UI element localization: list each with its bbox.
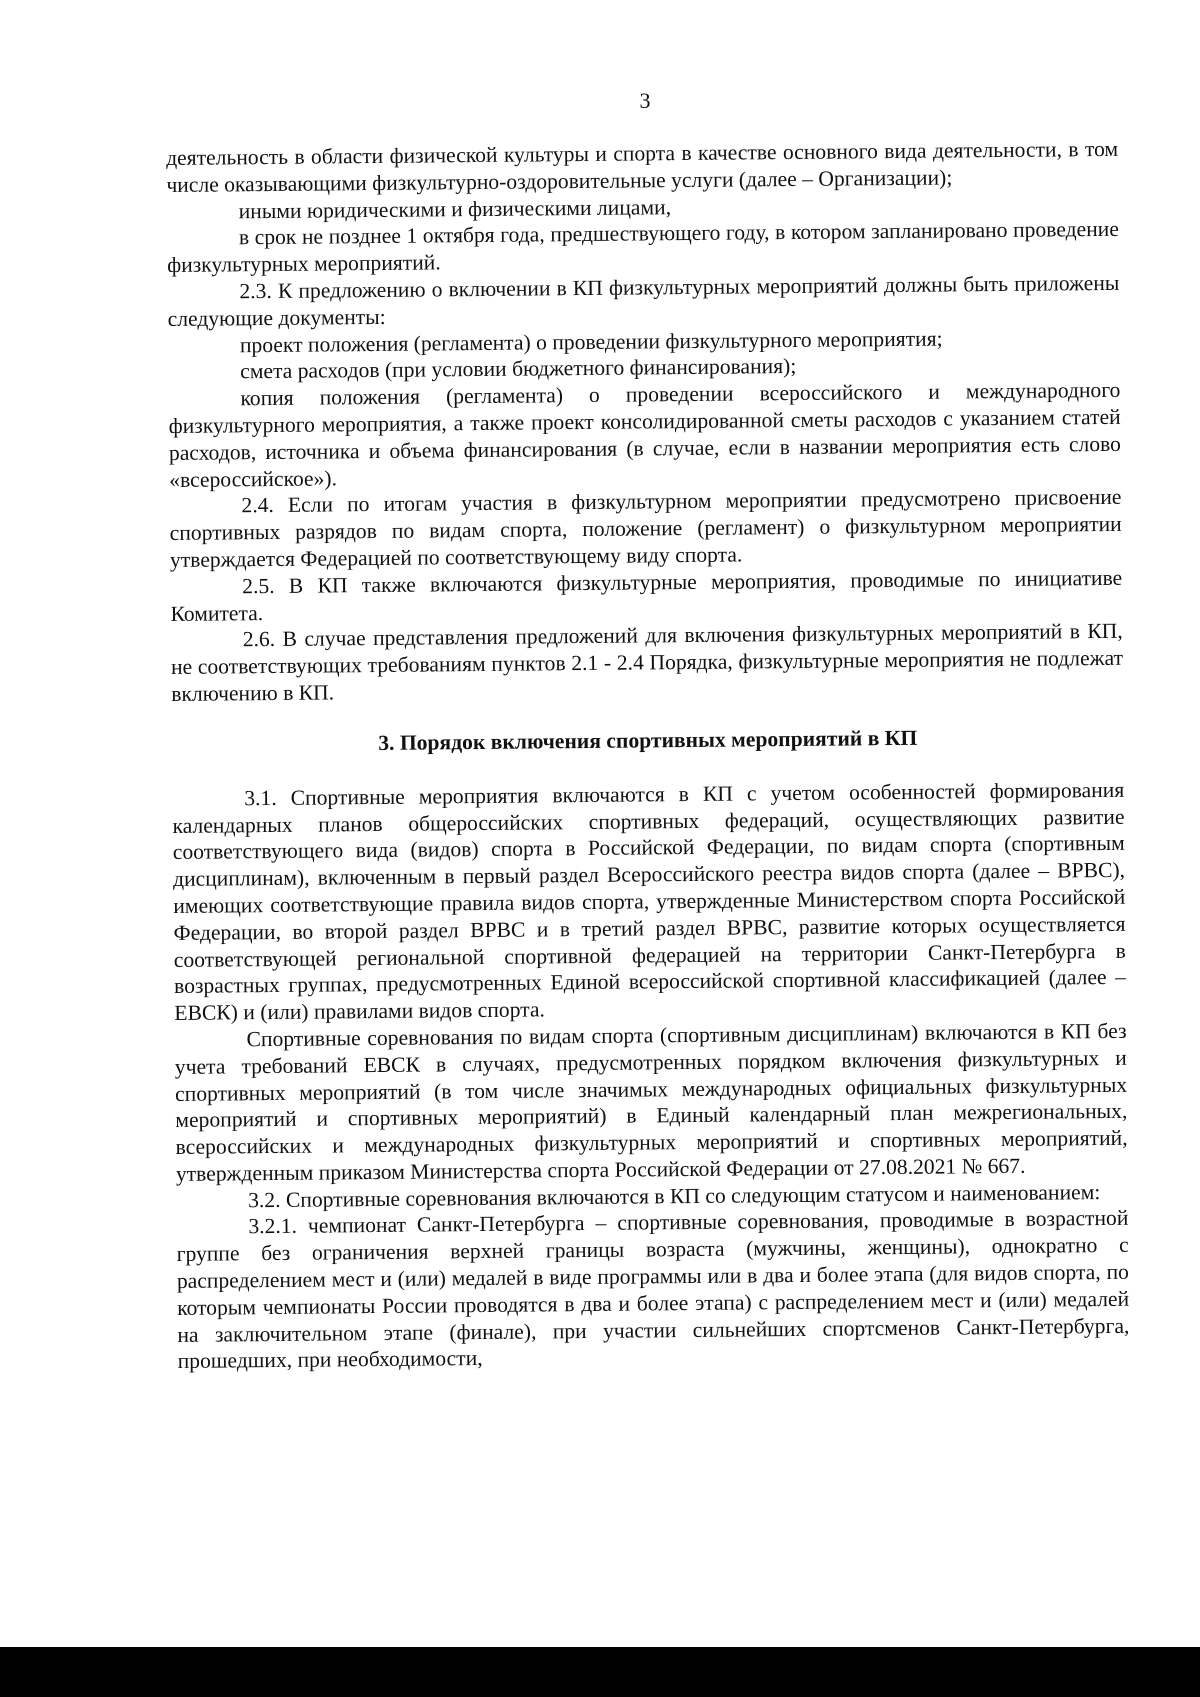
scan-edge-bar bbox=[0, 1647, 1200, 1697]
clause-3-2: 3.2. Спортивные соревнования включаются в КП со следующим статусом и наименованием: bbox=[248, 1179, 1101, 1212]
clause-2-6: 2.6. В случае представления предложений для включения физкультурных мероприятий в КП, не соответствующих требованиям пунктов 2.1 - 2.4 Порядка, физкультурные мероприятия не подлежат включению в КП. bbox=[170, 619, 1124, 706]
list-item: копия положения (регламента) о проведении всероссийского и международного физкультурного мероприятия, а также проект консолидированной сметы расходов с указанием статей расходов, источника и объема финансирования (в случае, если в названии мероприятия есть слово «всероссийское»). bbox=[168, 378, 1122, 492]
paragraph-continuation: деятельность в области физической культуры и спорта в качестве основного вида деятельности, в том числе оказывающими физкультурно-оздоровительные услуги (далее – Организации); bbox=[166, 136, 1119, 197]
page-number: 3 bbox=[639, 88, 651, 113]
list-item: смета расходов (при условии бюджетного финансирования); bbox=[240, 354, 797, 384]
clause-2-5: 2.5. В КП также включаются физкультурные мероприятия, проводимые по инициативе Комитета. bbox=[170, 565, 1123, 626]
document-body bbox=[166, 136, 1130, 1375]
paragraph: в срок не позднее 1 октября года, предшествующего году, в котором запланировано проведение физкультурных мероприятий. bbox=[167, 217, 1119, 278]
paragraph: иными юридическими и физическими лицами, bbox=[238, 194, 672, 223]
paragraph: Спортивные соревнования по видам спорта (спортивным дисциплинам) включаются в КП без учета требований ЕВСК в случаях, предусмотренных порядком включения физкультурных и спортивных мероприятий (в том числе значимых международных официальных физкультурных мероприятий и спортивных мероприятий) в Единый календарный план межрегиональных, всероссийских и международных физкультурных мероприятий и спортивных мероприятий, утвержденным приказом Министерства спорта Российской Федерации от 27.08.2021 № 667. bbox=[174, 1018, 1128, 1186]
clause-3-2-1: 3.2.1. чемпионат Санкт-Петербурга – спортивные соревнования, проводимые в возрастной группе без ограничения верхней границы возраста (мужчины, женщины), однократно с распределением мест и (или) медалей в виде программы или в два и более этапа (для видов спорта, по которым чемпионаты России проводятся в два и более этапа) с распределением мест и (или) медалей на заключительном этапе (финале), при участии сильнейших спортсменов Санкт-Петербурга, прошедших, при необходимости, bbox=[176, 1206, 1130, 1374]
list-item: проект положения (регламента) о проведении физкультурного мероприятия; bbox=[239, 326, 943, 357]
clause-2-3: 2.3. К предложению о включении в КП физкультурных мероприятий должны быть приложены следующие документы: bbox=[167, 270, 1120, 331]
clause-2-4: 2.4. Если по итогам участия в физкультурном мероприятии предусмотрено присвоение спортивных разрядов по видам спорта, положение (регламент) о физкультурном мероприятии утверждается Федерацией по соответствующему виду спорта. bbox=[169, 485, 1122, 572]
clause-3-1: 3.1. Спортивные мероприятия включаются в КП с учетом особенностей формирования календарных планов общероссийских спортивных федераций, осуществляющих развитие соответствующего вида (видов) спорта в Российской Федерации, по видам спорта (спортивным дисциплинам), включенным в первый раздел Всероссийского реестра видов спорта (далее – ВРВС), имеющих соответствующие правила видов спорта, утвержденные Министерством спорта Российской Федерации, во второй раздел ВРВС и в третий раздел ВРВС, развитие которых осуществляется соответствующей региональной спортивной федерацией на территории Санкт-Петербурга в возрастных группах, предусмотренных Единой всероссийской спортивной классификацией (далее – ЕВСК) и (или) правилами видов спорта. bbox=[172, 777, 1127, 1026]
section-heading: 3. Порядок включения спортивных мероприятий в КП bbox=[378, 725, 918, 755]
